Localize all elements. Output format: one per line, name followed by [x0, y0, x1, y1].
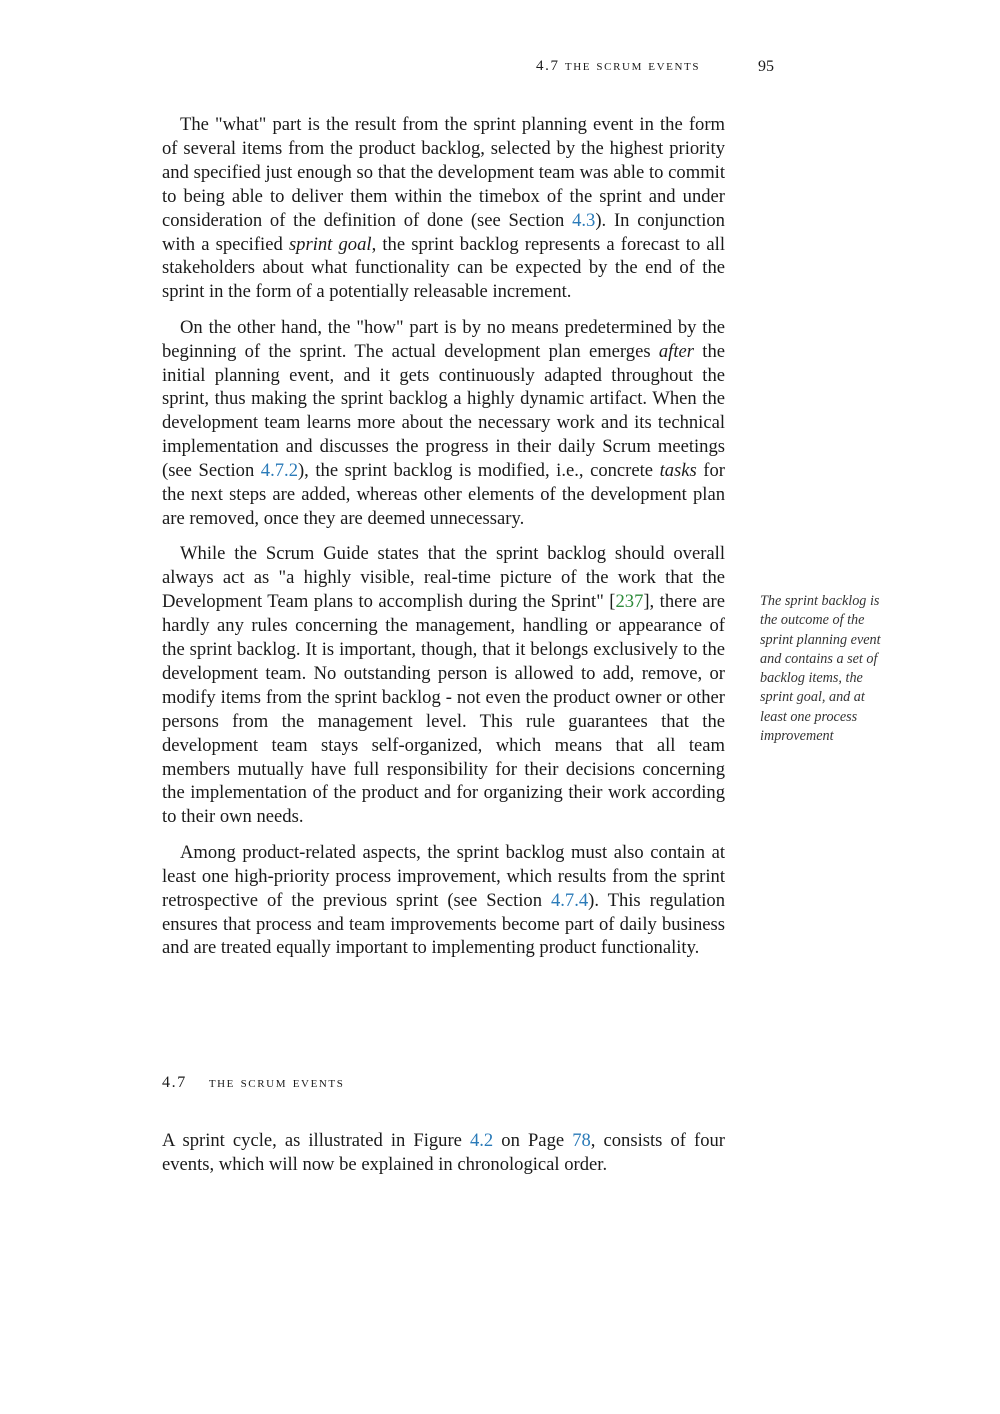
- page-number: 95: [758, 58, 774, 75]
- section-number: 4.7: [162, 1074, 187, 1091]
- page-ref-link[interactable]: 78: [572, 1130, 591, 1151]
- emphasis: tasks: [659, 460, 697, 482]
- section-title: the scrum events: [208, 1074, 345, 1091]
- section-heading: [162, 1074, 344, 1092]
- figure-ref-link[interactable]: 4.2: [469, 1130, 494, 1151]
- section-ref-link[interactable]: 4.3: [572, 209, 596, 231]
- section-intro: [162, 1129, 725, 1177]
- main-text: [162, 113, 725, 972]
- paragraph-scrum-guide: While the Scrum Guide states that the sprint backlog should overall always act as "a highly visible, real-time picture of the work that the Development Team plans to accomplish during the Sprint" [237], there are hardly any rules concerning the management, handling or appearance of the sprint backlog. It is important, though, that it belongs exclusively to the development team. No outstanding person is allowed to add, remove, or modify items from the sprint backlog - not even the product owner or other persons from the management level. This rule guarantees that the development team stays self-organized, which means that all team members mutually have full responsibility for their decisions concerning the implementation of the product and for organizing their work according to their own needs.: [162, 543, 725, 828]
- emphasis: after: [658, 340, 694, 362]
- paragraph-sprint-cycle: A sprint cycle, as illustrated in Figure 4.2 on Page 78, consists of four events, which will now be explained in chronological order.: [162, 1130, 725, 1175]
- paragraph-what: The "what" part is the result from the sprint planning event in the form of several items from the product backlog, selected by the highest priority and specified just enough so that the development team was able to commit to being able to deliver them within the timebox of the sprint and under consideration of the definition of done (see Section 4.3). In conjunction with a specified sprint goal, the sprint backlog represents a forecast to all stakeholders about what functionality can be expected by the end of the sprint in the form of a potentially releasable increment.: [162, 114, 725, 303]
- paragraph-process-improvement: Among product-related aspects, the sprint backlog must also contain at least one high-priority process improvement, which results from the sprint retrospective of the previous sprint (see Section 4.7.4). This regulation ensures that process and team improvements become part of daily business and are treated equally important to implementing product functionality.: [162, 841, 725, 959]
- section-ref-link[interactable]: 4.7.2: [260, 460, 298, 482]
- running-header: [536, 58, 774, 75]
- emphasis: sprint goal: [288, 233, 372, 255]
- section-ref-link[interactable]: 4.7.4: [550, 889, 589, 911]
- paragraph-how: On the other hand, the "how" part is by no means predetermined by the beginning of the sprint. The actual development plan emerges after the initial planning event, and it gets continuously adapted throughout the sprint, thus making the sprint backlog a highly dynamic artifact. When the development team learns more about the necessary work and its technical implementation and discusses the progress in their daily Scrum meetings (see Section 4.7.2), the sprint backlog is modified, i.e., concrete tasks for the next steps are added, whereas other elements of the development plan are removed, once they are deemed unnecessary.: [162, 316, 725, 529]
- citation-link[interactable]: 237: [615, 591, 644, 613]
- running-header-section: 4.7 the scrum events: [536, 58, 701, 74]
- margin-note: The sprint backlog is the outcome of the sprint planning event and contains a set of backlog items, the sprint goal, and at least one process improvement: [760, 593, 881, 745]
